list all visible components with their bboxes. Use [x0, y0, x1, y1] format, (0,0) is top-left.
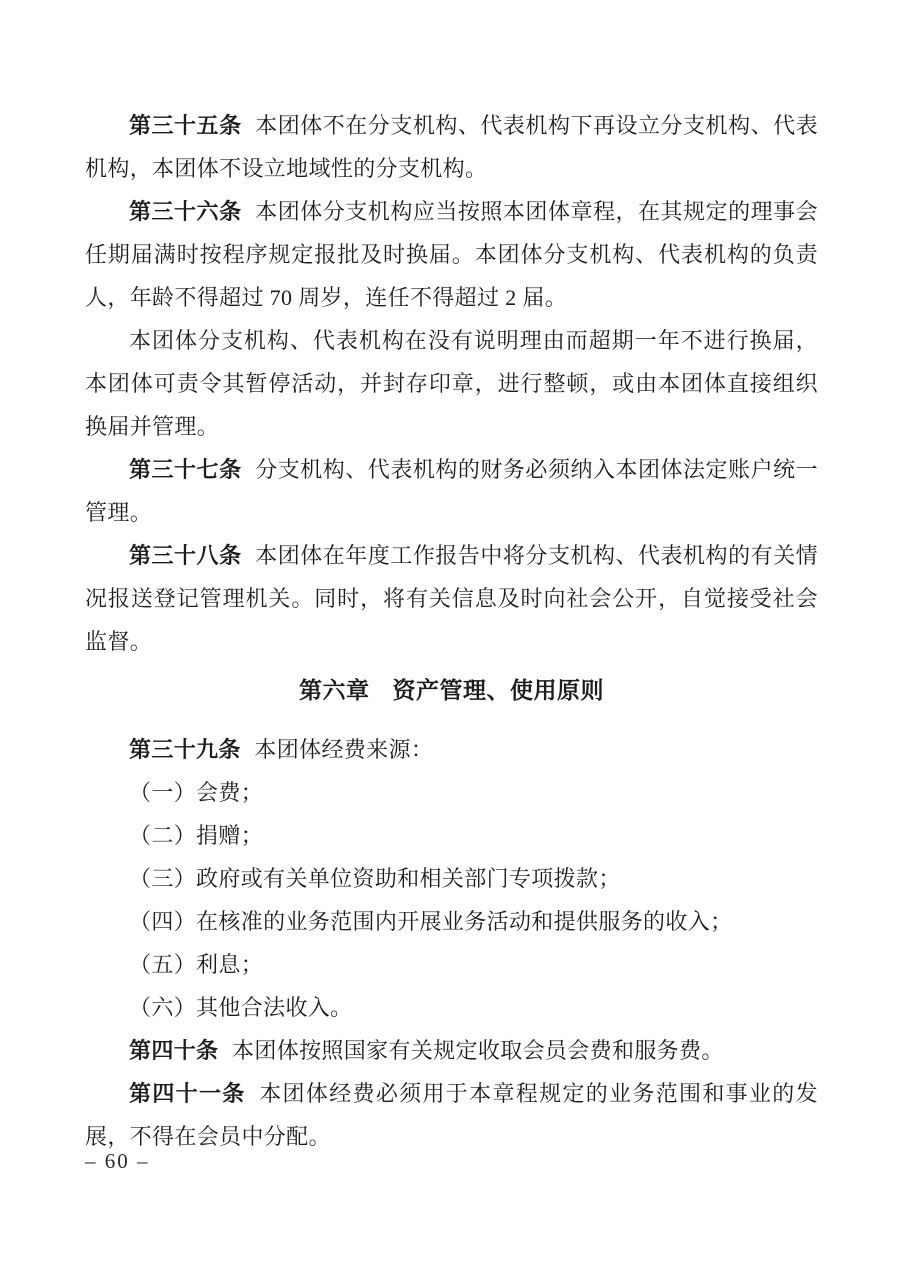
article-paragraph [85, 534, 818, 663]
paragraph-text: 本团体不在分支机构、代表机构下再设立分支机构、代表机构，本团体不设立地域性的分支机构。 [85, 113, 818, 181]
list-item-paragraph [85, 857, 818, 900]
paragraph-text: 本团体分支机构应当按照本团体章程，在其规定的理事会任期届满时按程序规定报批及时换届。本团体分支机构、代表机构的负责人，年龄不得超过 70 周岁，连任不得超过 2 届。 [85, 199, 818, 310]
list-item-paragraph [85, 943, 818, 986]
article-paragraph [85, 1072, 818, 1158]
paragraph-text: 分支机构、代表机构的财务必须纳入本团体法定账户统一管理。 [85, 457, 818, 525]
paragraph-text: 本团体在年度工作报告中将分支机构、代表机构的有关情况报送登记管理机关。同时，将有关信息及时向社会公开，自觉接受社会监督。 [85, 543, 818, 654]
paragraph-text: 本团体分支机构、代表机构在没有说明理由而超期一年不进行换届，本团体可责令其暂停活动，并封存印章，进行整顿，或由本团体直接组织换届并管理。 [85, 328, 818, 439]
document-body [85, 104, 818, 1158]
list-item-paragraph [85, 900, 818, 943]
chapter-heading [85, 669, 818, 712]
article-number: 第三十五条 [129, 113, 242, 138]
paragraph-text: （一）会费； [129, 780, 264, 805]
article-number: 第四十一条 [129, 1081, 246, 1106]
list-item-paragraph [85, 986, 818, 1029]
chapter-title: 资产管理、使用原则 [392, 677, 604, 703]
article-paragraph [85, 1029, 818, 1072]
article-paragraph [85, 728, 818, 771]
list-item-paragraph [85, 771, 818, 814]
paragraph-text: 本团体经费来源： [254, 737, 434, 762]
list-item-paragraph [85, 814, 818, 857]
article-paragraph [85, 190, 818, 319]
paragraph-text: （四）在核准的业务范围内开展业务活动和提供服务的收入； [129, 909, 733, 934]
article-paragraph [85, 448, 818, 534]
paragraph-text: 本团体经费必须用于本章程规定的业务范围和事业的发展，不得在会员中分配。 [85, 1081, 818, 1149]
page-number: – 60 – [85, 1149, 150, 1173]
chapter-number: 第六章 [299, 677, 370, 703]
article-number: 第三十七条 [129, 457, 242, 482]
article-number: 第三十六条 [129, 199, 242, 224]
paragraph-text: （六）其他合法收入。 [129, 995, 353, 1020]
article-number: 第三十九条 [129, 737, 241, 762]
paragraph-text: （五）利息； [129, 952, 264, 977]
article-paragraph [85, 104, 818, 190]
body-paragraph [85, 319, 818, 448]
paragraph-text: 本团体按照国家有关规定收取会员会费和服务费。 [232, 1038, 724, 1063]
paragraph-text: （三）政府或有关单位资助和相关部门专项拨款； [129, 866, 621, 891]
paragraph-text: （二）捐赠； [129, 823, 264, 848]
article-number: 第三十八条 [129, 543, 242, 568]
article-number: 第四十条 [129, 1038, 219, 1063]
